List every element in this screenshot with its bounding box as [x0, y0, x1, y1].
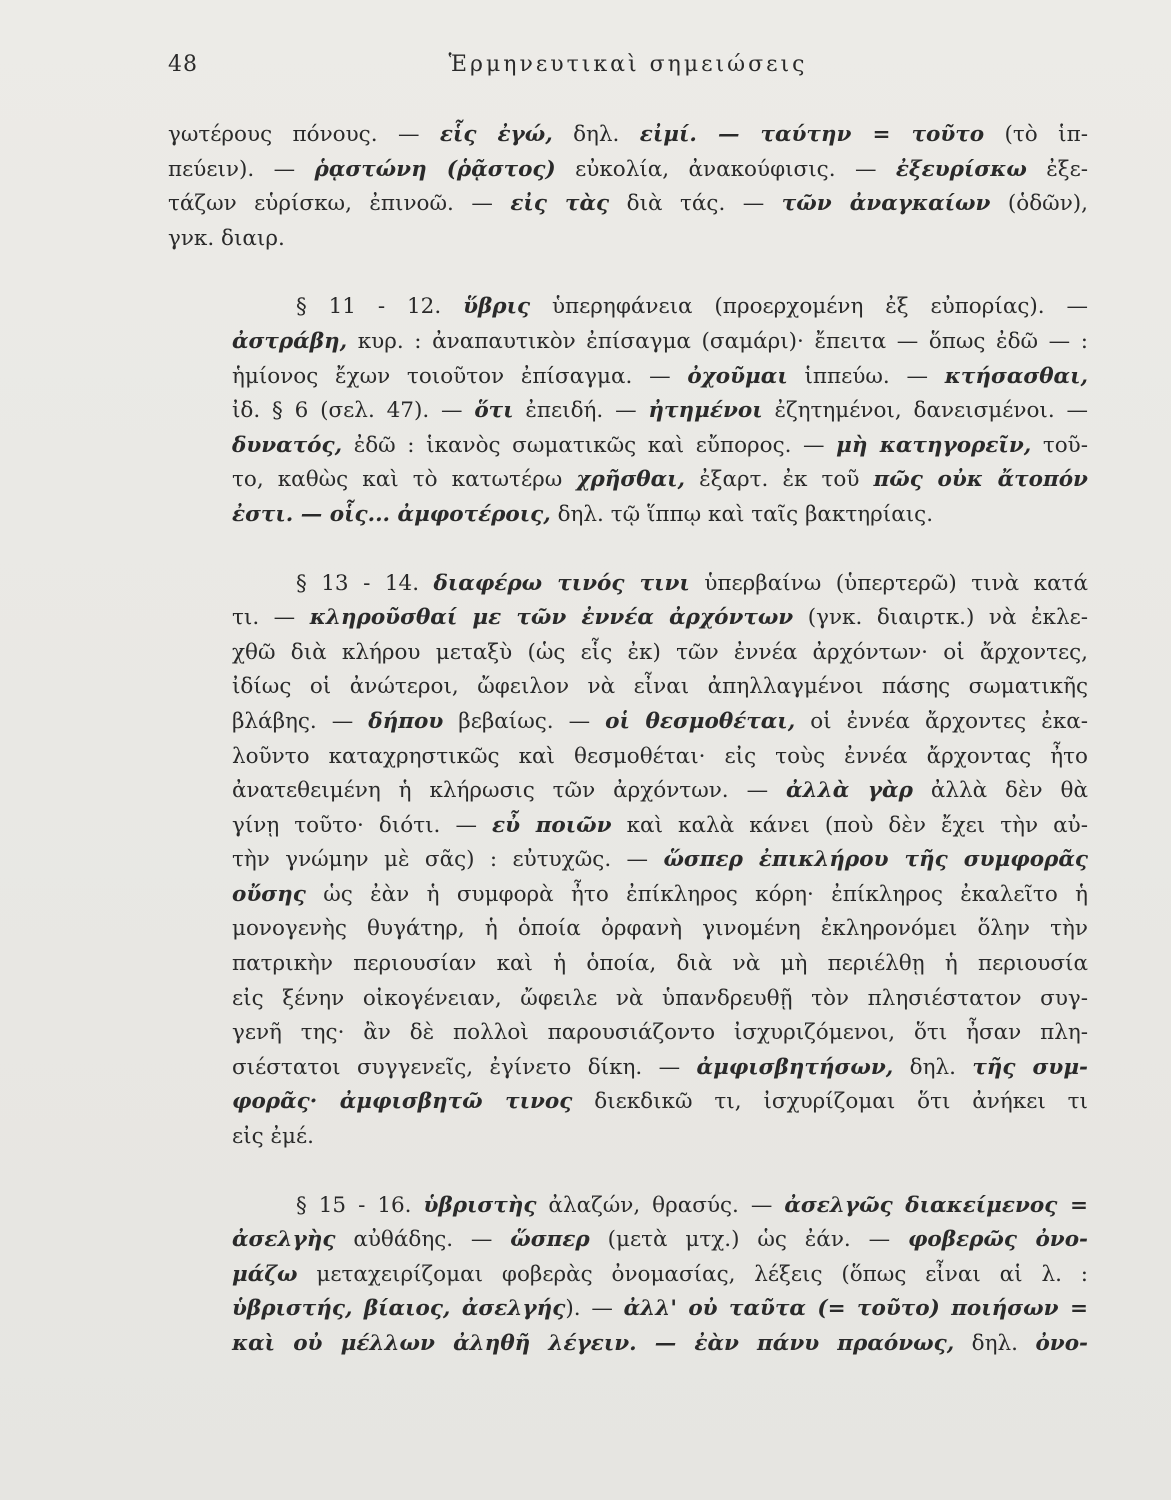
gloss: ). — [565, 1296, 624, 1322]
text-line [168, 912, 1088, 947]
lemma: δυνατός, [232, 432, 343, 458]
gloss: § 13 - 14. [296, 570, 434, 596]
lemma: εἷς ἐγώ, [439, 122, 553, 147]
gloss: ἐξε- [1026, 156, 1088, 182]
paragraph [168, 1189, 1088, 1362]
lemma: κληροῦσθαί με τῶν ἐννέα ἀρχόντων [309, 605, 794, 631]
gloss: § 15 - 16. [296, 1192, 424, 1218]
gloss: εἰς ἐμέ. [232, 1124, 314, 1150]
text-line [168, 1258, 1088, 1293]
lemma: ἀλλ' οὐ ταῦτα (= τοῦτο) ποιήσων = [623, 1296, 1088, 1322]
gloss: λοῦντο καταχρηστικῶς καὶ θεσμοθέται· εἰς τοὺς ἐννέα ἄρχοντας ἦτο [232, 743, 1088, 769]
lemma: ἀσελγῶς διακείμενος = [784, 1192, 1088, 1218]
gloss: ἰδίως οἱ ἀνώτεροι, ὤφειλον νὰ εἶναι ἀπηλλαγμένοι πάσης σωματικῆς [232, 674, 1088, 700]
gloss: ἡμίονος ἔχων τοιοῦτον ἐπίσαγμα. — [232, 363, 688, 389]
text-line [168, 567, 1088, 602]
gloss: εὐκολία, ἀνακούφισις. — [555, 156, 896, 182]
gloss: αὐθάδης. — [335, 1227, 511, 1253]
lemma: κτήσασθαι, [944, 363, 1088, 389]
page-header [168, 52, 1088, 92]
text-line [168, 774, 1088, 809]
paragraph [168, 567, 1088, 1155]
gloss: διὰ τάς. — [609, 191, 782, 217]
lemma: ὑβριστὴς [423, 1192, 537, 1218]
lemma: ἀλλὰ γὰρ [786, 778, 913, 804]
gloss: ὑπερηφάνεια (προερχομένη ἐξ εὐπορίας). — [530, 294, 1088, 320]
paragraph [168, 290, 1088, 532]
gloss: οἱ ἐννέα ἄρχοντες ἐκα- [795, 708, 1088, 734]
text-line [168, 394, 1088, 429]
commentary-text [168, 118, 1088, 1362]
gloss: (ὁδῶν), [990, 191, 1088, 217]
gloss: δηλ. [954, 1331, 1036, 1356]
gloss: τοῦ- [1031, 432, 1088, 458]
gloss: τάζων εὑρίσκω, ἐπινοῶ. — [168, 191, 511, 217]
gloss: ἐπειδή. — [513, 398, 649, 424]
text-line [168, 187, 1088, 222]
lemma: δήπου [368, 708, 444, 734]
text-line [168, 670, 1088, 705]
gloss: ἰδ. § 6 (σελ. 47). — [232, 398, 475, 424]
gloss: (γνκ. διαιρτκ.) νὰ ἐκλε- [793, 605, 1088, 631]
lemma: ῥᾳστώνη (ῥᾷστος) [314, 156, 556, 182]
lemma: ἀμφισβητήσων, [696, 1054, 894, 1080]
lemma: ὀχοῦμαι [687, 363, 788, 389]
gloss: πεύειν). — [168, 156, 315, 182]
lemma: ὑβριστής, βίαιος, ἀσελγής [232, 1296, 566, 1322]
gloss: γνκ. διαιρ. [168, 225, 285, 251]
text-line [168, 1085, 1088, 1120]
text-line [168, 740, 1088, 775]
gloss: γενῆ της· ἂν δὲ πολλοὶ παρουσιάζοντο ἰσχυριζόμενοι, ὅτι ἦσαν πλη- [232, 1020, 1088, 1046]
text-line [168, 1223, 1088, 1258]
gloss: ὡς ἐὰν ἡ συμφορὰ ἦτο ἐπίκληρος κόρη· ἐπίκληρος ἐκαλεῖτο ἡ [305, 881, 1088, 907]
gloss: πατρικὴν περιουσίαν καὶ ἡ ὁποία, διὰ νὰ μὴ περιέλθῃ ἡ περιουσία [232, 951, 1088, 977]
paragraph [168, 118, 1088, 256]
gloss: ἐδῶ : ἱκανὸς σωματικῶς καὶ εὔπορος. — [342, 432, 837, 458]
lemma: ἐστι. — οἷς... ἀμφοτέροις, [232, 501, 551, 527]
text-line [168, 498, 1088, 533]
lemma: ἐξευρίσκω [895, 156, 1027, 182]
gloss: ἐξαρτ. ἐκ τοῦ [685, 467, 874, 493]
lemma: ἠτημένοι [648, 398, 763, 424]
lemma: διαφέρω τινός τινι [433, 570, 690, 596]
text-line [168, 1120, 1088, 1155]
gloss: ἀνατεθειμένη ἡ κλήρωσις τῶν ἀρχόντων. — [232, 778, 787, 804]
lemma: οὔσης [232, 881, 306, 907]
gloss: ἐζητημένοι, δανεισμένοι. — [762, 398, 1088, 424]
gloss: ὑπερβαίνω (ὑπερτερῶ) τινὰ κατά [689, 570, 1088, 596]
gloss: (μετὰ μτχ.) ὡς ἐάν. — [589, 1227, 908, 1253]
lemma: πῶς οὐκ ἄτοπόν [873, 467, 1088, 493]
lemma: τῶν ἀναγκαίων [781, 191, 991, 217]
lemma: μάζω [232, 1261, 298, 1287]
gloss: ἱππεύω. — [787, 363, 945, 389]
text-line [168, 1292, 1088, 1327]
gloss: ἀλαζών, θρασύς. — [536, 1192, 785, 1218]
text-line [168, 809, 1088, 844]
text-line [168, 360, 1088, 395]
text-line [168, 153, 1088, 188]
gloss: (τὸ ἱπ- [984, 122, 1088, 147]
text-line [168, 947, 1088, 982]
gloss: βλάβης. — [232, 708, 369, 734]
text-line [168, 601, 1088, 636]
lemma: φοβερῶς ὀνο- [907, 1227, 1088, 1253]
gloss: μεταχειρίζομαι φοβερὰς ὀνομασίας, λέξεις (ὅπως εἶναι αἱ λ. : [297, 1261, 1088, 1287]
gloss: χθῶ διὰ κλήρου μεταξὺ (ὡς εἷς ἐκ) τῶν ἐννέα ἀρχόντων· οἱ ἄρχοντες, [232, 639, 1088, 665]
text-line [168, 1016, 1088, 1051]
gloss: το, καθὼς καὶ τὸ κατωτέρω [232, 467, 577, 493]
gloss: ἀλλὰ δὲν θὰ [912, 778, 1088, 804]
text-line [168, 982, 1088, 1017]
text-line [168, 463, 1088, 498]
gloss: καὶ καλὰ κάνει (ποὺ δὲν ἔχει τὴν αὐ- [611, 812, 1088, 838]
text-line [168, 325, 1088, 360]
text-line [168, 429, 1088, 464]
gloss: μονογενὴς θυγάτηρ, ἡ ὁποία ὀρφανὴ γινομένη ἐκληρονόμει ὅλην τὴν [232, 916, 1088, 942]
lemma: ὀνο- [1035, 1331, 1088, 1356]
gloss: δηλ. [552, 122, 640, 147]
text-line [168, 636, 1088, 671]
text-line [168, 1051, 1088, 1086]
lemma: ὅτι [474, 398, 514, 424]
lemma: ὥσπερ [510, 1227, 590, 1253]
lemma: εἰμί. — ταύτην = τοῦτο [639, 122, 985, 147]
lemma: ἀσελγὴς [232, 1227, 336, 1253]
lemma: ὥσπερ ἐπικλήρου τῆς συμφορᾶς [663, 847, 1088, 873]
lemma: εὖ ποιῶν [492, 812, 612, 838]
gloss: διεκδικῶ τι, ἰσχυρίζομαι ὅτι ἀνήκει τι [572, 1089, 1088, 1115]
text-line [168, 290, 1088, 325]
text-line [168, 222, 1088, 257]
gloss: σιέστατοι συγγενεῖς, ἐγίνετο δίκη. — [232, 1054, 697, 1080]
text-line [168, 843, 1088, 878]
gloss: εἰς ξένην οἰκογένειαν, ὤφειλε νὰ ὑπανδρευθῇ τὸν πλησιέστατον συγ- [232, 985, 1088, 1011]
running-title: Ἑρμηνευτικαὶ σημειώσεις [448, 52, 808, 77]
text-line [168, 705, 1088, 740]
gloss: § 11 - 12. [296, 294, 464, 320]
text-line [168, 878, 1088, 913]
gloss: κυρ. : ἀναπαυτικὸν ἐπίσαγμα (σαμάρι)· ἔπειτα — ὅπως ἐδῶ — : [347, 328, 1088, 354]
gloss: τι. — [232, 605, 310, 631]
lemma: μὴ κατηγορεῖν, [836, 432, 1032, 458]
page-number: 48 [168, 52, 198, 77]
gloss: δηλ. [893, 1054, 973, 1080]
gloss: τὴν γνώμην μὲ σᾶς) : εὐτυχῶς. — [232, 847, 664, 873]
lemma: εἰς τὰς [510, 191, 610, 217]
lemma: ὕβρις [463, 294, 531, 320]
gloss: γωτέρους πόνους. — [168, 122, 440, 147]
lemma: χρῆσθαι, [576, 467, 686, 493]
lemma: οἱ θεσμοθέται, [605, 708, 796, 734]
gloss: βεβαίως. — [443, 708, 606, 734]
gloss: γίνῃ τοῦτο· διότι. — [232, 812, 492, 838]
lemma: καὶ οὐ μέλλων ἀληθῆ λέγειν. — ἐὰν πάνυ πραόνως, [232, 1331, 955, 1356]
lemma: φορᾶς· ἀμφισβητῶ τινος [232, 1089, 573, 1115]
text-line [168, 118, 1088, 153]
text-line [168, 1189, 1088, 1224]
lemma: ἀστράβη, [232, 328, 348, 354]
gloss: δηλ. τῷ ἵππῳ καὶ ταῖς βακτηρίαις. [550, 501, 934, 527]
lemma: τῆς συμ- [972, 1054, 1088, 1080]
text-line [168, 1327, 1088, 1362]
